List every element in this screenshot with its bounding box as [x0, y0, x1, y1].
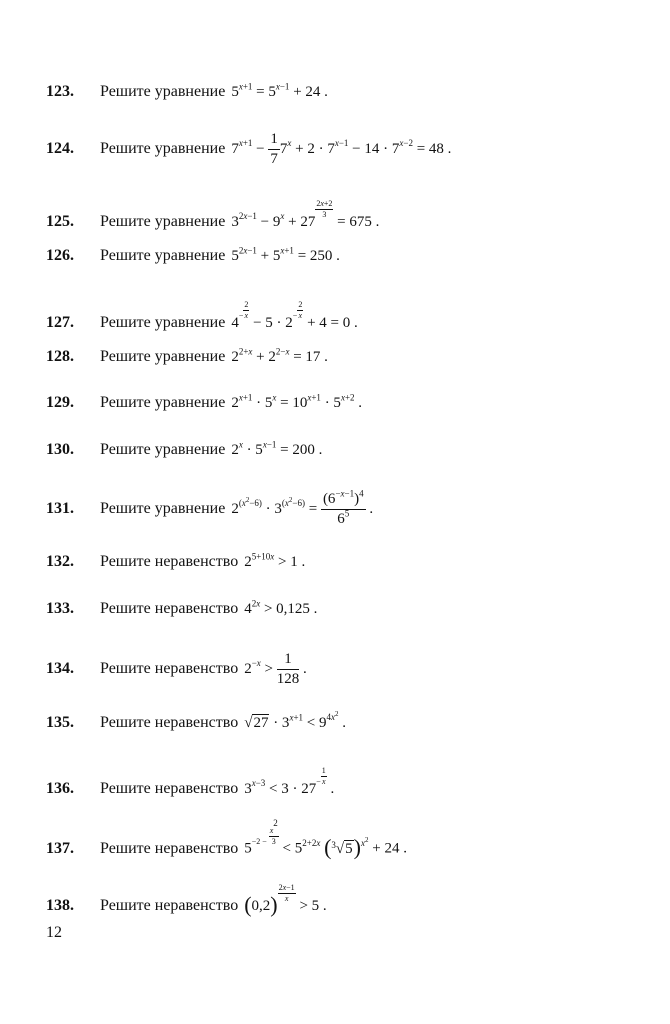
problem-text: Решите уравнение: [100, 348, 226, 365]
problem-formula: $2^x \cdot 5^{x-1} = 200$ .: [231, 439, 323, 458]
problem-125: [46, 199, 380, 230]
problem-127: [46, 300, 358, 331]
problem-number: 135.: [46, 714, 74, 731]
problem-132: [46, 550, 305, 574]
problem-text: Решите уравнение: [100, 139, 226, 157]
problem-number: 138.: [46, 896, 74, 914]
problem-number: 125.: [46, 212, 74, 230]
problem-formula: $2^{-x}$ > $\frac{1}{128}$ .: [244, 651, 307, 687]
problem-138: [46, 883, 327, 917]
problem-137: [46, 818, 407, 860]
problem-text: Решите неравенство: [100, 839, 239, 857]
problem-text: Решите уравнение: [100, 499, 226, 517]
problem-text: Решите неравенство: [100, 714, 239, 731]
problem-130: [46, 438, 322, 462]
problem-number: 127.: [46, 313, 74, 331]
problem-formula: $2^{2+x} + 2^{2-x} = 17$ .: [231, 346, 328, 365]
problem-formula: (0,2) $\frac{2x-1}{x}$ > 5 .: [244, 883, 327, 917]
problem-text: Решите неравенство: [100, 896, 239, 914]
problem-number: 136.: [46, 779, 74, 797]
problem-number: 133.: [46, 600, 74, 617]
problem-formula: $5^{x+1} = 5^{x-1} + 24$ .: [231, 81, 328, 100]
problem-formula: $√27 \cdot 3^{x+1} < 9^{4x^2}$ .: [244, 710, 346, 731]
problem-formula: $3^{2x-1} - 9^x + 27$ $\frac{2x+2}{3}$ = 675 .: [231, 199, 380, 230]
problem-text: Решите уравнение: [100, 394, 226, 411]
problem-number: 129.: [46, 394, 74, 411]
problem-number: 137.: [46, 839, 74, 857]
problem-number: 130.: [46, 441, 74, 458]
problem-number: 134.: [46, 659, 74, 677]
problem-formula: $2^{x+1} \cdot 5^x = 10^{x+1} \cdot 5^{x+2}$ .: [231, 392, 363, 411]
problem-128: [46, 345, 328, 369]
problem-text: Решите уравнение: [100, 441, 226, 458]
problem-number: 128.: [46, 348, 74, 365]
page-number: 12: [46, 924, 62, 941]
problem-number: 126.: [46, 247, 74, 264]
problem-131: [46, 488, 374, 527]
problem-number: 132.: [46, 553, 74, 570]
problem-text: Решите неравенство: [100, 600, 239, 617]
problem-formula: $7^{x+1}$ − $\frac{1}{7}$ $7^x + 2 \cdot 7^{x-1} - 14 \cdot 7^{x-2} = 48$ .: [231, 131, 452, 167]
problem-124: [46, 131, 452, 167]
problem-text: Решите уравнение: [100, 212, 226, 230]
problem-formula: $5^{2x-1} + 5^{x+1} = 250$ .: [231, 245, 340, 264]
problem-text: Решите неравенство: [100, 779, 239, 797]
problem-134: [46, 651, 307, 687]
problem-135: [46, 711, 346, 735]
problem-text: Решите уравнение: [100, 247, 226, 264]
problem-text: Решите уравнение: [100, 313, 226, 331]
problem-formula: 5−2 − $\frac{x^2}{3}$ < $5^{2+2x}$ $(^3√5)^{x^2} + 24$ .: [244, 818, 407, 860]
problem-number: 131.: [46, 499, 74, 517]
problem-formula: $4^{2x} > 0,125$ .: [244, 598, 318, 617]
problem-129: [46, 391, 362, 415]
problem-formula: $2^{(x^2-6)} \cdot 3^{(x^2-6)}$ = $\frac{(6^{-x-1})^4}{6^5}$ .: [231, 488, 374, 527]
problem-text: Решите неравенство: [100, 553, 239, 570]
problem-text: Решите уравнение: [100, 83, 226, 100]
problem-123: [46, 80, 328, 104]
problem-text: Решите неравенство: [100, 659, 239, 677]
problem-formula: $2^{5+10x} > 1$ .: [244, 551, 306, 570]
problem-126: [46, 244, 340, 268]
problem-133: [46, 597, 317, 621]
problem-136: [46, 766, 335, 797]
problem-number: 123.: [46, 83, 74, 100]
problem-formula: 4− $\frac{2}{x}$ − 5 · 2− $\frac{2}{x}$ + 4 = 0 .: [231, 300, 358, 331]
problem-number: 124.: [46, 139, 74, 157]
problem-formula: $3^{x-3} < 3 \cdot 27-$ $\frac{1}{x}$ .: [244, 766, 335, 797]
